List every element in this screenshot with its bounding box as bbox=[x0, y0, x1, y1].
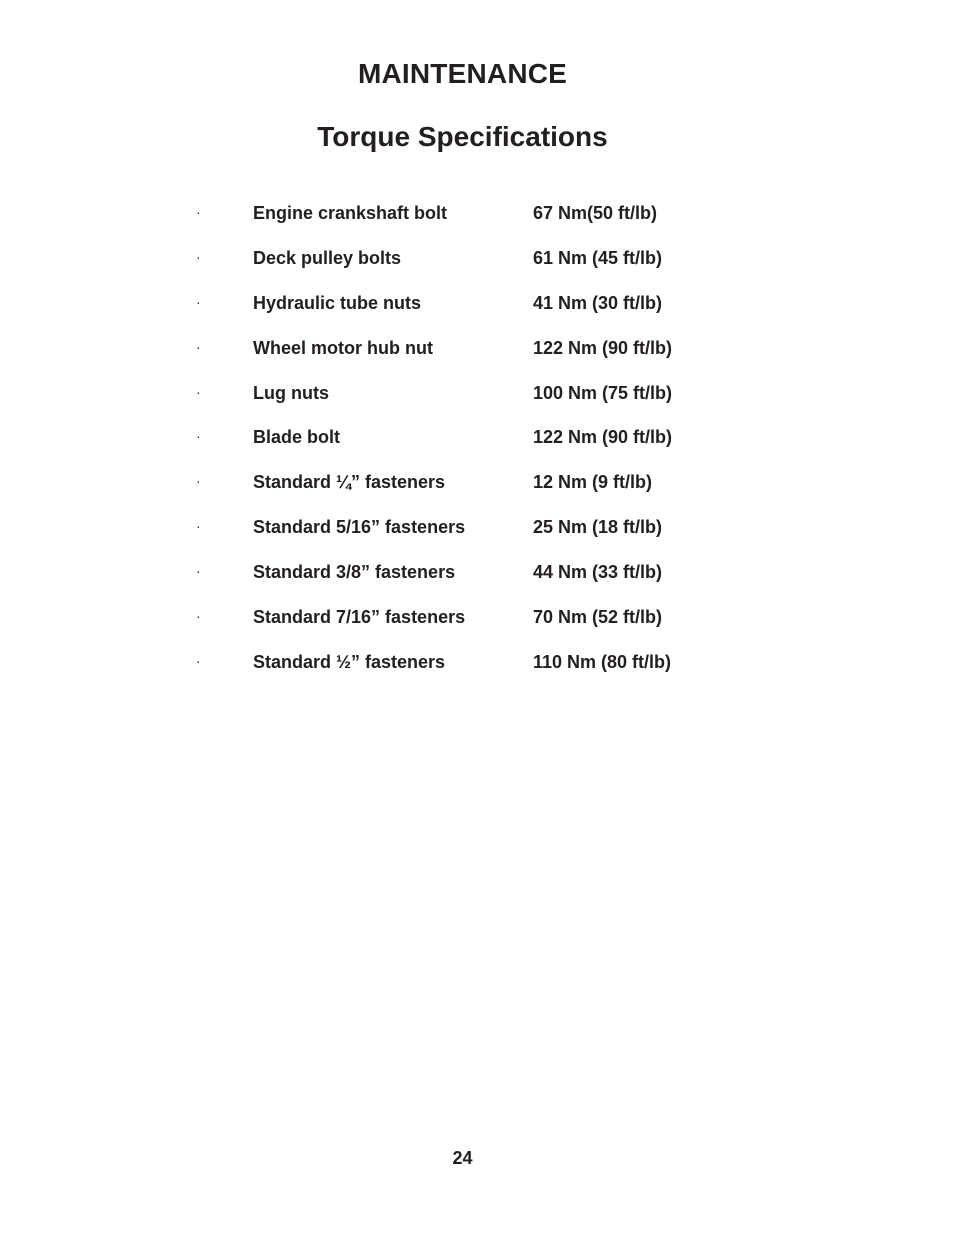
spec-item-name: Blade bolt bbox=[253, 427, 341, 448]
spec-row-engine-crankshaft-bolt bbox=[0, 200, 954, 245]
bullet-marker: · bbox=[196, 204, 201, 220]
spec-item-name: Standard ¼” fasteners bbox=[253, 472, 446, 493]
spec-torque-value: 41 Nm (30 ft/lb) bbox=[533, 292, 663, 313]
bullet-marker: · bbox=[196, 473, 201, 490]
spec-item-name: Hydraulic tube nuts bbox=[253, 292, 422, 313]
bullet-marker: · bbox=[196, 248, 201, 265]
page-number: 24 bbox=[452, 1148, 473, 1168]
bullet-marker: · bbox=[196, 518, 201, 535]
spec-item-name: Standard 3/8” fasteners bbox=[253, 562, 456, 583]
spec-row-wheel-motor-hub-nut bbox=[0, 335, 954, 380]
spec-torque-value: 70 Nm (52 ft/lb) bbox=[533, 607, 663, 628]
spec-torque-value: 61 Nm (45 ft/lb) bbox=[533, 247, 663, 268]
spec-row-hydraulic-tube-nuts bbox=[0, 290, 954, 335]
spec-row-standard-half-fasteners bbox=[0, 649, 954, 694]
bullet-marker: · bbox=[196, 383, 201, 400]
spec-row-standard-7-16-fasteners bbox=[0, 604, 954, 649]
spec-torque-value: 122 Nm (90 ft/lb) bbox=[533, 427, 673, 448]
spec-torque-value: 44 Nm (33 ft/lb) bbox=[533, 562, 663, 583]
spec-torque-value: 12 Nm (9 ft/lb) bbox=[533, 472, 653, 493]
spec-item-name: Standard 7/16” fasteners bbox=[253, 607, 466, 628]
spec-torque-value: 110 Nm (80 ft/lb) bbox=[533, 651, 672, 672]
spec-item-name: Engine crankshaft bolt bbox=[253, 203, 448, 223]
spec-row-standard-5-16-fasteners bbox=[0, 514, 954, 559]
spec-item-name: Lug nuts bbox=[253, 382, 329, 403]
spec-row-standard-3-8-fasteners bbox=[0, 559, 954, 604]
bullet-marker: · bbox=[196, 563, 201, 580]
spec-row-blade-bolt bbox=[0, 424, 954, 469]
bullet-marker: · bbox=[196, 293, 201, 310]
spec-item-name: Wheel motor hub nut bbox=[253, 337, 433, 358]
spec-row-deck-pulley-bolts bbox=[0, 245, 954, 290]
spec-item-name: Standard 5/16” fasteners bbox=[253, 517, 466, 538]
section-title: MAINTENANCE bbox=[357, 58, 568, 89]
spec-item-name: Deck pulley bolts bbox=[253, 247, 402, 268]
bullet-marker: · bbox=[196, 428, 201, 445]
page-subtitle: Torque Specifications bbox=[317, 121, 608, 152]
spec-torque-value: 25 Nm (18 ft/lb) bbox=[533, 517, 663, 538]
spec-item-name: Standard ½” fasteners bbox=[253, 651, 446, 672]
torque-spec-list bbox=[0, 200, 954, 694]
spec-torque-value: 100 Nm (75 ft/lb) bbox=[533, 382, 673, 403]
spec-torque-value: 67 Nm(50 ft/lb) bbox=[533, 203, 658, 223]
bullet-marker: · bbox=[196, 652, 201, 669]
spec-row-standard-quarter-fasteners bbox=[0, 469, 954, 514]
bullet-marker: · bbox=[196, 608, 201, 625]
spec-torque-value: 122 Nm (90 ft/lb) bbox=[533, 337, 673, 358]
spec-row-lug-nuts bbox=[0, 380, 954, 425]
bullet-marker: · bbox=[196, 338, 201, 355]
